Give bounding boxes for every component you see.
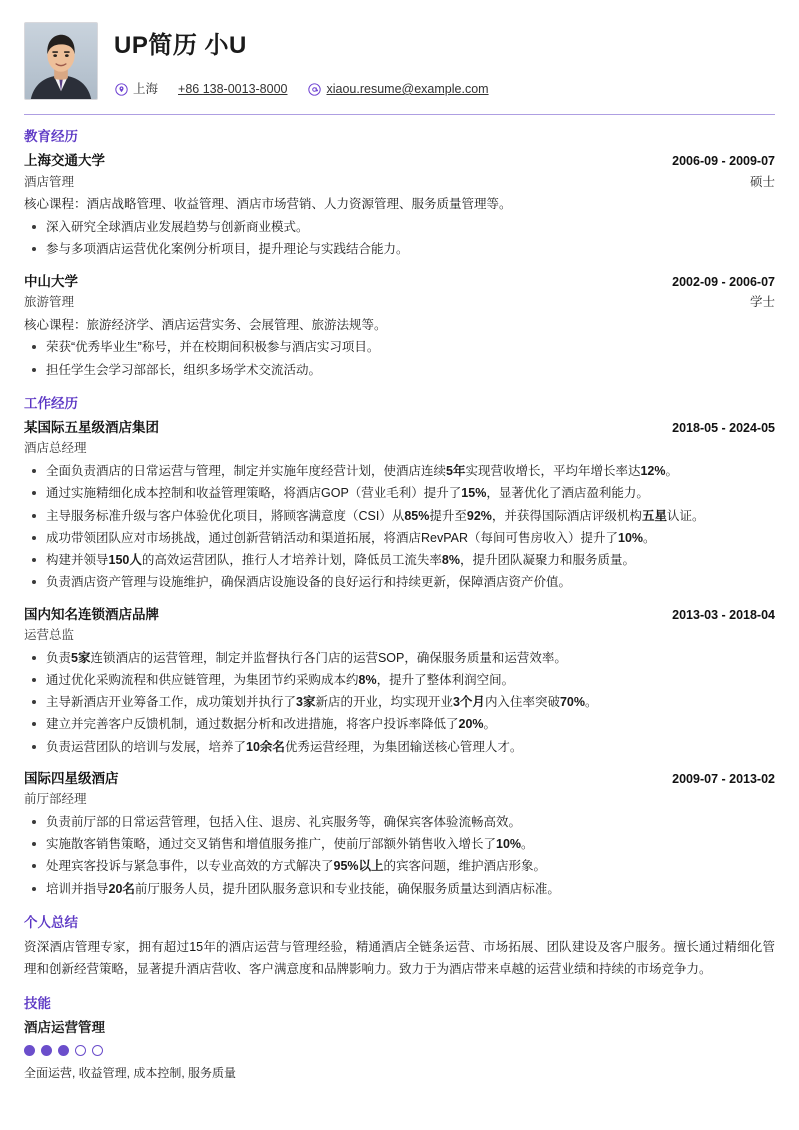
- section-title-skills: 技能: [24, 996, 51, 1011]
- list-item: 处理宾客投诉与紧急事件，以专业高效的方式解决了95%以上的宾客问题，维护酒店形象。: [24, 856, 775, 876]
- list-item: 负责酒店资产管理与设施维护，确保酒店设施设备的良好运行和持续更新，保障酒店资产价值。: [24, 572, 775, 592]
- work-entry: [24, 769, 775, 899]
- section-title-education: 教育经历: [24, 129, 78, 144]
- section-summary: [24, 913, 775, 980]
- skill-dot: [24, 1045, 35, 1056]
- job-role: 运营总监: [24, 627, 75, 642]
- list-item: 荣获“优秀毕业生”称号，并在校期间积极参与酒店实习项目。: [24, 337, 775, 357]
- major: 旅游管理: [24, 294, 75, 309]
- avatar: [24, 22, 98, 100]
- section-education: [24, 127, 775, 380]
- degree: 硕士: [749, 174, 775, 189]
- location-pin-icon: [114, 82, 128, 96]
- header-info: [114, 22, 775, 99]
- education-entry: [24, 272, 775, 380]
- degree: 学士: [749, 294, 775, 309]
- phone-text[interactable]: +86 138-0013-8000: [178, 82, 288, 96]
- contact-email: [308, 80, 489, 99]
- email-text[interactable]: xiaou.resume@example.com: [326, 82, 489, 96]
- company-name: 国内知名连锁酒店品牌: [24, 606, 159, 622]
- list-item: 培训并指导20名前厅服务人员，提升团队服务意识和专业技能，确保服务质量达到酒店标准。: [24, 879, 775, 899]
- list-item: 负责前厅部的日常运营管理，包括入住、退房、礼宾服务等，确保宾客体验流畅高效。: [24, 812, 775, 832]
- school-date: 2002-09 - 2006-07: [672, 274, 775, 289]
- summary-text: 资深酒店管理专家，拥有超过15年的酒店运营与管理经验，精通酒店全链条运营、市场拓展、团队建设及客户服务。擅长通过精细化管理和创新经营策略，显著提升酒店营收、客户满意度和品牌影响力。致力于为酒店带来卓越的运营业绩和持续的市场竞争力。: [24, 940, 775, 976]
- section-skills: [24, 994, 775, 1082]
- skill-level-dots: [24, 1045, 775, 1056]
- section-work: [24, 394, 775, 899]
- course-note: 核心课程：酒店战略管理、收益管理、酒店市场营销、人力资源管理、服务质量管理等。: [24, 197, 512, 212]
- education-bullets: [24, 217, 775, 260]
- contact-phone: [178, 80, 287, 99]
- company-name: 国际四星级酒店: [24, 770, 119, 786]
- school-name: 中山大学: [24, 273, 78, 289]
- list-item: 通过实施精细化成本控制和收益管理策略，将酒店GOP（营业毛利）提升了15%，显著优化了酒店盈利能力。: [24, 483, 775, 503]
- school-name: 上海交通大学: [24, 153, 105, 169]
- work-bullets: [24, 812, 775, 899]
- job-role: 酒店总经理: [24, 441, 87, 456]
- list-item: 深入研究全球酒店业发展趋势与创新商业模式。: [24, 217, 775, 237]
- work-entry: [24, 605, 775, 757]
- at-sign-icon: [308, 82, 322, 96]
- section-title-summary: 个人总结: [24, 914, 78, 930]
- skill-dot: [41, 1045, 52, 1056]
- skill-name: 酒店运营管理: [24, 1020, 105, 1036]
- list-item: 建立并完善客户反馈机制，通过数据分析和改进措施，将客户投诉率降低了20%。: [24, 714, 775, 734]
- list-item: 主导新酒店开业筹备工作，成功策划并执行了3家新店的开业，均实现开业3个月内入住率突破70%。: [24, 692, 775, 712]
- list-item: 构建并领导150人的高效运营团队，推行人才培养计划，降低员工流失率8%，提升团队凝聚力和服务质量。: [24, 550, 775, 570]
- skill-tags: 全面运营, 收益管理, 成本控制, 服务质量: [24, 1065, 237, 1080]
- work-date: 2009-07 - 2013-02: [672, 771, 775, 786]
- work-entry: [24, 418, 775, 593]
- work-bullets: [24, 648, 775, 757]
- work-date: 2018-05 - 2024-05: [672, 421, 775, 435]
- work-date: 2013-03 - 2018-04: [672, 607, 775, 622]
- contact-location: [114, 80, 158, 99]
- list-item: 负责运营团队的培训与发展，培养了10余名优秀运营经理，为集团输送核心管理人才。: [24, 737, 775, 757]
- skill-dot: [92, 1045, 103, 1056]
- list-item: 通过优化采购流程和供应链管理，为集团节约采购成本约8%，提升了整体利润空间。: [24, 670, 775, 690]
- resume-header: [24, 18, 775, 114]
- location-text: 上海: [133, 82, 159, 96]
- education-bullets: [24, 337, 775, 380]
- list-item: 实施散客销售策略，通过交叉销售和增值服务推广，使前厅部额外销售收入增长了10%。: [24, 834, 775, 854]
- list-item: 参与多项酒店运营优化案例分析项目，提升理论与实践结合能力。: [24, 239, 775, 259]
- job-role: 前厅部经理: [24, 792, 87, 806]
- list-item: 成功带领团队应对市场挑战，通过创新营销活动和渠道拓展，将酒店RevPAR（每间可售房收入）提升了10%。: [24, 528, 775, 548]
- list-item: 全面负责酒店的日常运营与管理，制定并实施年度经营计划，使酒店连续5年实现营收增长，平均年增长率达12%。: [24, 461, 775, 481]
- school-date: 2006-09 - 2009-07: [672, 154, 775, 169]
- page-title: UP简历 小U: [114, 32, 247, 59]
- education-entry: [24, 151, 775, 259]
- list-item: 担任学生会学习部部长，组织多场学术交流活动。: [24, 360, 775, 380]
- header-divider: [24, 114, 775, 115]
- list-item: 负责5家连锁酒店的运营管理，制定并监督执行各门店的运营SOP，确保服务质量和运营效率。: [24, 648, 775, 668]
- contact-row: [114, 80, 775, 99]
- section-title-work: 工作经历: [24, 395, 78, 411]
- skill-dot: [58, 1045, 69, 1056]
- company-name: 某国际五星级酒店集团: [24, 420, 159, 435]
- major: 酒店管理: [24, 174, 75, 189]
- course-note: 核心课程：旅游经济学、酒店运营实务、会展管理、旅游法规等。: [24, 317, 387, 332]
- skill-dot: [75, 1045, 86, 1056]
- list-item: 主导服务标准升级与客户体验优化项目，將顾客满意度（CSI）从85%提升至92%，并获得国际酒店评级机构五星认证。: [24, 506, 775, 526]
- work-bullets: [24, 461, 775, 593]
